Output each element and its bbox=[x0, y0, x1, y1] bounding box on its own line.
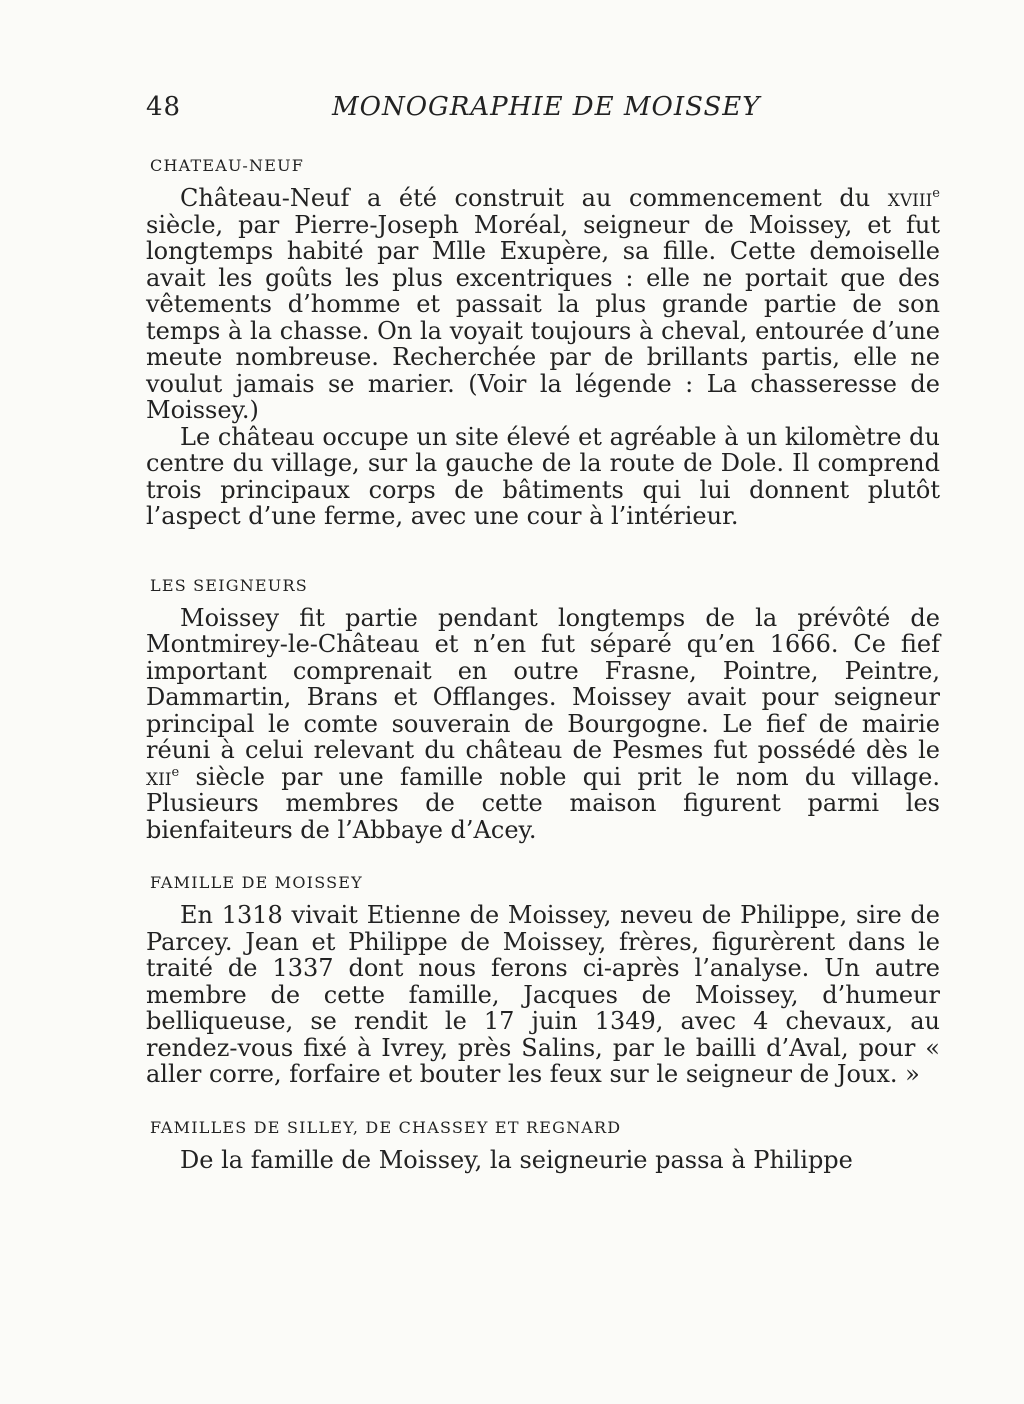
paragraph bbox=[146, 185, 940, 424]
page-number: 48 bbox=[146, 92, 182, 122]
paragraph-text: Moissey fit partie pendant longtemps de la prévôté de Montmirey-le-Château et n’en fut séparé qu’en 1666. Ce fief important comprenait en outre Frasne, Pointre, Peintre, Dammartin, Brans et Offlanges. Moissey avait pour seigneur principal le comte souverain de Bourgogne. Le fief de mairie réuni à celui relevant du château de Pesmes fut possédé dès le bbox=[146, 603, 940, 764]
section-heading: CHATEAU-NEUF bbox=[150, 156, 305, 175]
running-header bbox=[146, 92, 940, 132]
section-les-seigneurs bbox=[146, 576, 940, 844]
section-heading: LES SEIGNEURS bbox=[150, 575, 308, 595]
paragraph-text: siècle, par Pierre-Joseph Moréal, seigneur de Moissey, et fut longtemps habité par Mlle Exupère, sa fille. Cette demoiselle avait les goûts les plus excentriques : elle ne portait que des vêtements d’homme et passait la plus grande partie de son temps à la chasse. On la voyait toujours à cheval, entourée d’une meute nombreuse. Recherchée par de brillants partis, elle ne voulut jamais se marier. (Voir la légende : La chasseresse de Moissey.) bbox=[146, 210, 940, 424]
paragraph: De la famille de Moissey, la seigneurie passa à Philippe bbox=[180, 1145, 853, 1174]
paragraph bbox=[146, 605, 940, 844]
century-numeral: xviii bbox=[887, 184, 933, 212]
superscript: e bbox=[932, 186, 940, 201]
section-heading: FAMILLES DE SILLEY, DE CHASSEY ET REGNARD bbox=[150, 1117, 622, 1137]
paragraph-text: Château-Neuf a été construit au commencement du bbox=[180, 184, 888, 212]
superscript: e bbox=[171, 764, 180, 780]
paragraph-text: siècle par une famille noble qui prit le nom du village. Plusieurs membres de cette maison figurent parmi les bienfaiteurs de l’Abbaye d’Acey. bbox=[146, 762, 940, 844]
century-numeral: xii bbox=[146, 762, 172, 791]
paragraph: Le château occupe un site élevé et agréable à un kilomètre du centre du village, sur la gauche de la route de Dole. Il comprend trois principaux corps de bâtiments qui lui donnent plutôt l’aspect d’une ferme, avec une cour à l’intérieur. bbox=[146, 422, 940, 530]
page bbox=[146, 92, 940, 1173]
section-heading: FAMILLE DE MOISSEY bbox=[150, 873, 363, 892]
paragraph: En 1318 vivait Etienne de Moissey, neveu de Philippe, sire de Parcey. Jean et Philippe de Moissey, frères, figurèrent dans le traité de 1337 dont nous ferons ci-après l’analyse. Un autre membre de cette famille, Jacques de Moissey, d’humeur belliqueuse, se rendit le 17 juin 1349, avec 4 chevaux, au rendez-vous fixé à Ivrey, près Salins, par le bailli d’Aval, pour « aller corre, forfaire et bouter les feux sur le seigneur de Joux. » bbox=[146, 901, 940, 1088]
section-famille-de-moissey bbox=[146, 873, 940, 1088]
section-chateau-neuf bbox=[146, 156, 940, 530]
section-familles-de-silley bbox=[146, 1118, 940, 1174]
book-title: MONOGRAPHIE DE MOISSEY bbox=[332, 92, 761, 122]
